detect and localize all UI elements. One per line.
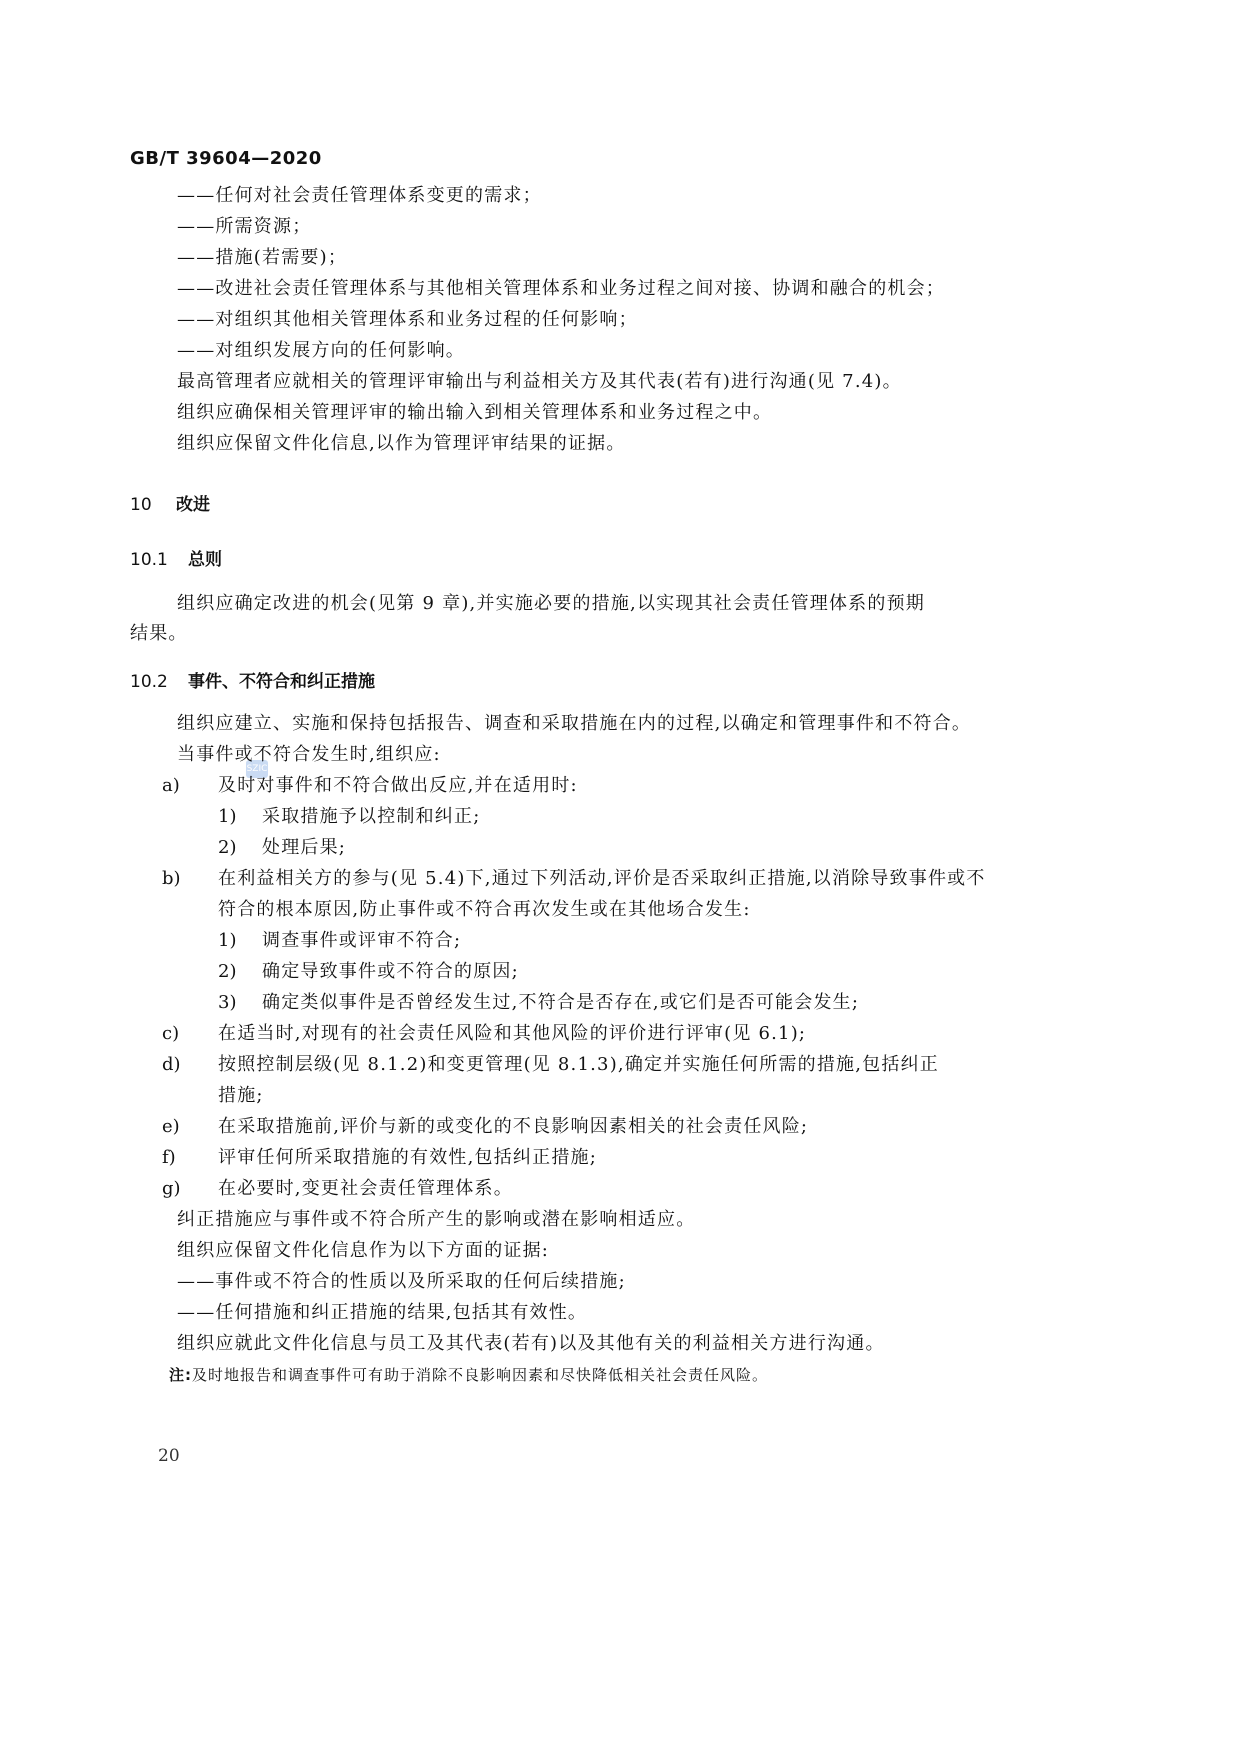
watermark-logo: SZIC	[246, 760, 268, 778]
list-item-text: 在利益相关方的参与(见 5.4)下,通过下列活动,评价是否采取纠正措施,以消除导致事件或不	[218, 868, 986, 889]
dash-item: ——对组织其他相关管理体系和业务过程的任何影响；	[177, 309, 638, 330]
section-number: 10	[130, 495, 152, 515]
list-marker: d)	[162, 1054, 181, 1075]
page-number: 20	[158, 1446, 180, 1466]
list-item-text: 评审任何所采取措施的有效性,包括纠正措施;	[218, 1147, 597, 1168]
paragraph: 纠正措施应与事件或不符合所产生的影响或潜在影响相适应。	[177, 1209, 696, 1230]
note	[169, 1364, 768, 1385]
paragraph-continuation: 结果。	[130, 623, 188, 644]
sublist-item-text: 调查事件或评审不符合;	[262, 930, 462, 951]
paragraph: 组织应就此文件化信息与员工及其代表(若有)以及其他有关的利益相关方进行沟通。	[177, 1333, 885, 1354]
standard-code: GB/T 39604—2020	[130, 148, 322, 169]
list-marker: b)	[162, 868, 181, 889]
list-marker: e)	[162, 1116, 180, 1137]
sublist-marker: 2)	[218, 837, 237, 858]
sublist-item-text: 确定导致事件或不符合的原因;	[262, 961, 519, 982]
sublist-marker: 1)	[218, 806, 237, 827]
note-text: 及时地报告和调查事件可有助于消除不良影响因素和尽快降低相关社会责任风险。	[192, 1366, 769, 1384]
section-title: 改进	[176, 495, 210, 515]
sublist-item-text: 处理后果;	[262, 837, 347, 858]
dash-item: ——改进社会责任管理体系与其他相关管理体系和业务过程之间对接、协调和融合的机会；	[177, 278, 945, 299]
dash-item: ——任何对社会责任管理体系变更的需求；	[177, 185, 542, 206]
section-heading-10	[130, 490, 210, 515]
sublist-marker: 3)	[218, 992, 237, 1013]
list-item-text: 在采取措施前,评价与新的或变化的不良影响因素相关的社会责任风险;	[218, 1116, 809, 1137]
list-marker: g)	[162, 1178, 181, 1199]
paragraph: 组织应建立、实施和保持包括报告、调查和采取措施在内的过程,以确定和管理事件和不符合。	[177, 713, 972, 734]
list-marker: f)	[162, 1147, 176, 1168]
paragraph: 组织应保留文件化信息,以作为管理评审结果的证据。	[177, 433, 626, 454]
section-title: 事件、不符合和纠正措施	[188, 672, 375, 692]
section-heading-10-1	[130, 545, 222, 570]
section-number: 10.1	[130, 550, 168, 570]
sublist-marker: 1)	[218, 930, 237, 951]
section-heading-10-2	[130, 667, 375, 692]
list-item-text: 按照控制层级(见 8.1.2)和变更管理(见 8.1.3),确定并实施任何所需的措施,包括纠正	[218, 1054, 939, 1075]
list-marker: c)	[162, 1023, 180, 1044]
list-item-text: 在必要时,变更社会责任管理体系。	[218, 1178, 513, 1199]
dash-item: ——所需资源；	[177, 216, 312, 237]
paragraph: 组织应确保相关管理评审的输出输入到相关管理体系和业务过程之中。	[177, 402, 773, 423]
paragraph: 最高管理者应就相关的管理评审输出与利益相关方及其代表(若有)进行沟通(见 7.4)。	[177, 371, 902, 392]
list-item-text: 及时对事件和不符合做出反应,并在适用时:	[218, 775, 578, 796]
section-number: 10.2	[130, 672, 168, 692]
list-item-continuation: 措施;	[218, 1085, 264, 1106]
list-item-continuation: 符合的根本原因,防止事件或不符合再次发生或在其他场合发生:	[218, 899, 751, 920]
dash-item: ——措施(若需要)；	[177, 247, 348, 268]
list-item-text: 在适当时,对现有的社会责任风险和其他风险的评价进行评审(见 6.1);	[218, 1023, 807, 1044]
section-title: 总则	[188, 550, 222, 570]
paragraph: 当事件或不符合发生时,组织应:	[177, 744, 441, 765]
sublist-item-text: 采取措施予以控制和纠正;	[262, 806, 481, 827]
sublist-item-text: 确定类似事件是否曾经发生过,不符合是否存在,或它们是否可能会发生;	[262, 992, 860, 1013]
dash-item: ——事件或不符合的性质以及所采取的任何后续措施;	[177, 1271, 626, 1292]
paragraph: 组织应确定改进的机会(见第 9 章),并实施必要的措施,以实现其社会责任管理体系的预期	[177, 593, 925, 614]
sublist-marker: 2)	[218, 961, 237, 982]
note-label: 注:	[169, 1366, 192, 1384]
dash-item: ——任何措施和纠正措施的结果,包括其有效性。	[177, 1302, 588, 1323]
paragraph: 组织应保留文件化信息作为以下方面的证据:	[177, 1240, 550, 1261]
dash-item: ——对组织发展方向的任何影响。	[177, 340, 465, 361]
list-marker: a)	[162, 775, 180, 796]
